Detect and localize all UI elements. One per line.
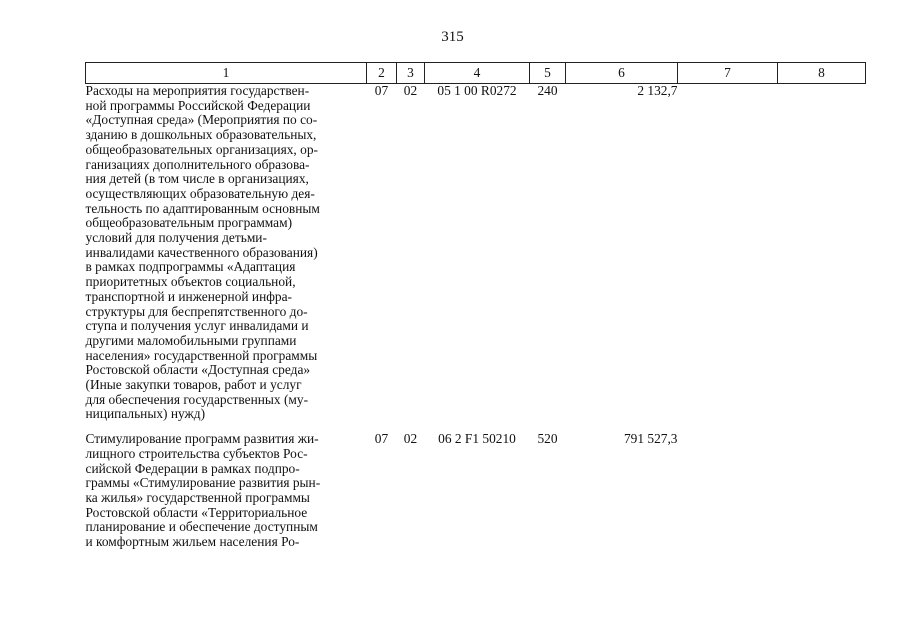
desc-line: ка жилья» государственной программы	[85, 489, 310, 505]
cell-section: 07	[374, 83, 389, 98]
col-header-1: 1	[86, 63, 367, 84]
desc-line: планирование и обеспечение доступным	[85, 519, 318, 535]
desc-line: тельность по адаптированным основным	[85, 200, 320, 216]
cell-section: 07	[374, 431, 389, 447]
cell-target-article: 05 1 00 R0272	[437, 83, 517, 98]
desc-line: сийской Федерации в рамках подпро-	[85, 460, 300, 476]
table-row	[86, 432, 866, 550]
col-header-6: 6	[566, 63, 678, 84]
col-header-3: 3	[397, 63, 425, 84]
cell-col8	[778, 432, 866, 550]
col-header-4: 4	[425, 63, 530, 84]
desc-line: ступа и получения услуг инвалидами и	[85, 318, 309, 334]
desc-line: структуры для беспрепятственного до-	[85, 303, 308, 319]
desc-line: (Иные закупки товаров, работ и услуг	[85, 377, 302, 393]
col-header-2: 2	[367, 63, 397, 84]
desc-line: общеобразовательных организациях, ор-	[85, 141, 318, 157]
cell-amount: 2 132,7	[637, 83, 678, 98]
desc-line: транспортной и инженерной инфра-	[85, 288, 293, 304]
budget-table	[85, 62, 866, 550]
cell-col7	[678, 432, 778, 550]
desc-line: в рамках подпрограммы «Адаптация	[85, 259, 296, 275]
desc-line: граммы «Стимулирование развития рын-	[85, 475, 321, 491]
desc-line: Расходы на мероприятия государствен-	[85, 83, 310, 98]
desc-line: Стимулирование программ развития жи-	[85, 431, 319, 447]
desc-line: населения» государственной программы	[85, 347, 318, 363]
cell-target-article: 06 2 F1 50210	[438, 431, 516, 447]
row-description	[86, 84, 367, 423]
table-row	[86, 84, 866, 423]
col-header-8: 8	[778, 63, 866, 84]
cell-expense-type: 240	[537, 83, 558, 98]
desc-line: зданию в дошкольных образовательных,	[85, 127, 317, 143]
cell-subsection: 02	[403, 83, 418, 98]
col-header-5: 5	[530, 63, 566, 84]
desc-line: и комфортным жильем населения Ро-	[85, 534, 300, 550]
row-description	[86, 432, 367, 550]
desc-line: инвалидами качественного образования)	[85, 244, 318, 260]
desc-line: лищного строительства субъектов Рос-	[85, 445, 308, 461]
desc-line: ной программы Российской Федерации	[85, 97, 311, 113]
cell-expense-type: 520	[537, 431, 558, 447]
header-row	[86, 63, 866, 84]
desc-line: для обеспечения государственных (му-	[85, 391, 309, 407]
cell-subsection: 02	[403, 431, 418, 447]
cell-amount: 791 527,3	[623, 431, 678, 447]
col-header-7: 7	[678, 63, 778, 84]
desc-line: условий для получения детьми-	[85, 230, 267, 246]
cell-col8	[778, 84, 866, 423]
desc-line: другими маломобильными группами	[85, 332, 297, 348]
desc-line: «Доступная среда» (Мероприятия по со-	[85, 112, 318, 128]
cell-col7	[678, 84, 778, 423]
desc-line: Ростовской области «Территориальное	[85, 504, 308, 520]
desc-line: ганизациях дополнительного образова-	[85, 156, 310, 172]
desc-line: приоритетных объектов социальной,	[85, 274, 296, 290]
page-number: 315	[441, 29, 464, 45]
desc-line: общеобразовательным программам)	[85, 215, 293, 231]
desc-line: осуществляющих образовательную дея-	[85, 185, 315, 201]
desc-line: Ростовской области «Доступная среда»	[85, 362, 311, 378]
desc-line: ниципальных) нужд)	[85, 406, 206, 422]
desc-line: ния детей (в том числе в организациях,	[85, 171, 309, 187]
